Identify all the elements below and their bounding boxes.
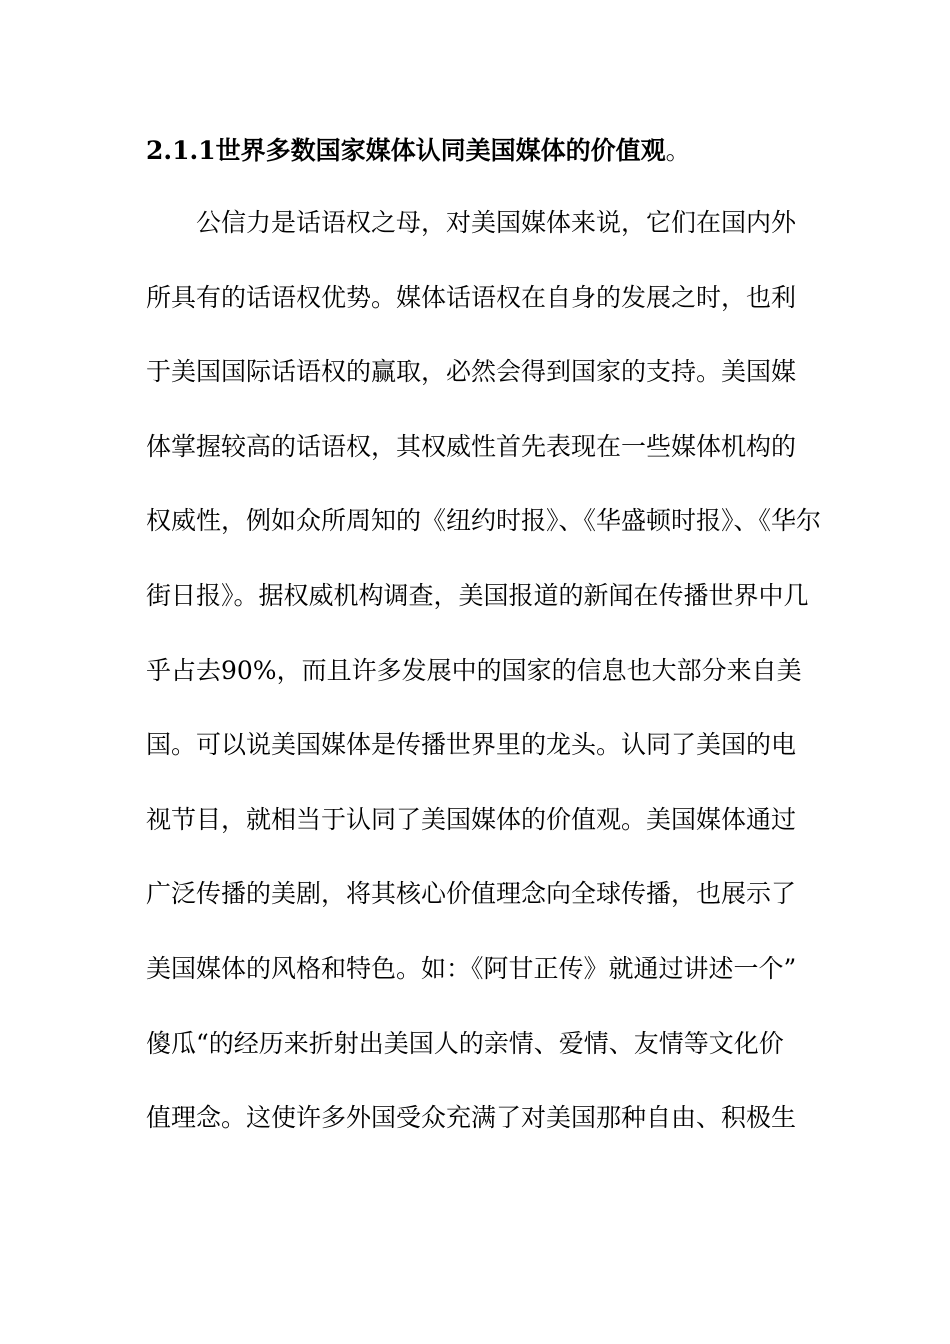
paragraph-line: 街日报》。据权威机构调查，美国报道的新闻在传播世界中几 bbox=[146, 580, 809, 610]
paragraph-line: 广泛传播的美剧，将其核心价值理念向全球传播，也展示了 bbox=[146, 879, 797, 909]
paragraph-line: 国。可以说美国媒体是传播世界里的龙头。认同了美国的电 bbox=[146, 730, 797, 760]
paragraph-line: 值理念。这使许多外国受众充满了对美国那种自由、积极生 bbox=[146, 1103, 797, 1133]
paragraph-line: 视节目，就相当于认同了美国媒体的价值观。美国媒体通过 bbox=[146, 804, 797, 834]
paragraph-line: 傻瓜“的经历来折射出美国人的亲情、爱情、友情等文化价 bbox=[146, 1028, 784, 1058]
paragraph-line: 权威性，例如众所周知的《纽约时报》、《华盛顿时报》、《华尔 bbox=[146, 506, 822, 536]
section-heading-punctuation: 。 bbox=[665, 136, 691, 165]
section-heading-text: 2.1.1世界多数国家媒体认同美国媒体的价值观 bbox=[146, 136, 666, 165]
paragraph-line: 体掌握较高的话语权，其权威性首先表现在一些媒体机构的 bbox=[146, 431, 797, 461]
paragraph-line: 美国媒体的风格和特色。如：《阿甘正传》就通过讲述一个” bbox=[146, 953, 797, 983]
paragraph-line: 公信力是话语权之母，对美国媒体来说，它们在国内外 bbox=[196, 208, 797, 237]
paragraph-line: 所具有的话语权优势。媒体话语权在自身的发展之时，也利 bbox=[146, 282, 797, 312]
section-heading bbox=[146, 131, 826, 171]
paragraph-line: 乎占去90%，而且许多发展中的国家的信息也大部分来自美 bbox=[146, 655, 802, 685]
paragraph-line: 于美国国际话语权的赢取，必然会得到国家的支持。美国媒 bbox=[146, 357, 797, 387]
body-paragraph bbox=[146, 203, 822, 1173]
